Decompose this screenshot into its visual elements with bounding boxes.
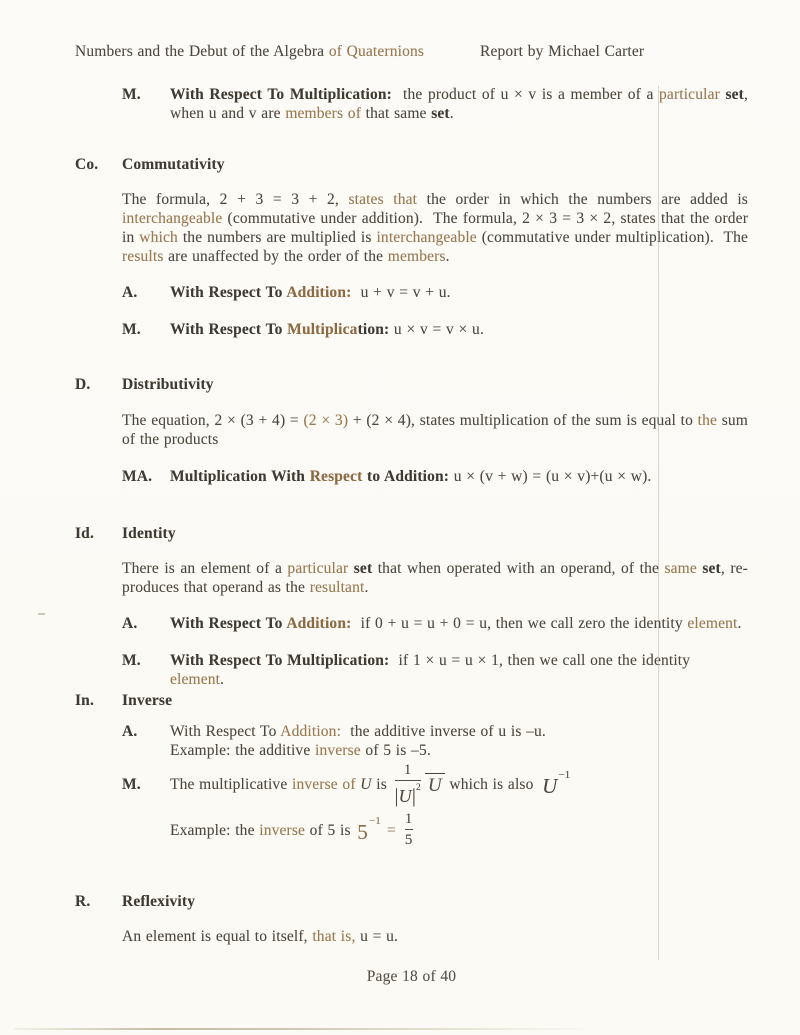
exponent: −1 [558, 768, 571, 781]
text-segment: the product of u × v is a member of a [392, 86, 660, 103]
paragraph-distributivity [122, 411, 748, 449]
text-segment: Example: the additive [170, 742, 315, 759]
item-identity-addition [122, 614, 748, 633]
item-label: M. [122, 321, 141, 338]
five-inverse-notation [357, 814, 381, 844]
text-segment: (commutative under addition). The formula, 2 × 3 = 3 × 2, states that the order in [122, 210, 748, 246]
text-segment: particular [287, 560, 349, 577]
section-heading-commutativity [75, 155, 748, 174]
section-title: Identity [122, 525, 176, 542]
text-segment: set [353, 560, 373, 577]
item-text [170, 651, 748, 689]
text-segment: With Respect To [170, 615, 287, 632]
section-heading-identity [75, 524, 748, 543]
text-segment: members of [285, 105, 362, 122]
section-title: Reflexivity [122, 893, 196, 910]
text-segment: which [139, 229, 178, 246]
text-segment: of 5 is [305, 821, 356, 839]
item-commutativity-addition [122, 283, 748, 302]
document-author [480, 42, 644, 61]
equals-sign: = [386, 821, 396, 839]
paragraph-reflexivity [122, 927, 748, 946]
text-segment: Multiplication With [170, 468, 310, 485]
item-label: A. [122, 723, 138, 740]
text-segment: With Respect To Multiplication: [170, 86, 392, 103]
text-segment: Addition: [286, 284, 352, 301]
text-segment: that is, [312, 928, 356, 945]
text-segment: Numbers and the Debut of the Algebra [75, 43, 329, 60]
abs-bar: | [394, 784, 399, 807]
scan-artifact-vertical-line [658, 86, 659, 960]
text-segment: inverse [315, 742, 361, 759]
text-segment: that same [361, 105, 432, 122]
text-segment: There is an element of a [122, 560, 288, 577]
text-segment: u × v = v × u. [389, 321, 484, 338]
item-text [170, 467, 748, 486]
item-identity-multiplication [122, 651, 748, 689]
text-segment: + (2 × 4), states multiplication of the sum is equal to [348, 412, 698, 429]
text-segment: of 5 is –5. [360, 742, 431, 759]
text-segment: Report by Michael Carter [480, 43, 645, 60]
text-segment: The multiplicative [170, 775, 292, 793]
text-segment: (commutative under multiplication). The [476, 229, 748, 246]
text-segment: . [445, 248, 450, 265]
text-segment: Addition: [286, 615, 352, 632]
section-label: Co. [75, 156, 99, 173]
text-segment: which is also [444, 775, 539, 793]
text-segment: With Respect To [170, 284, 287, 301]
inverse-multiplication-example [170, 812, 748, 856]
fraction-one-over-u-squared [395, 763, 421, 806]
text-segment: interchangeable [376, 229, 477, 246]
inverse-addition-line [170, 722, 748, 741]
fraction-one-fifth [405, 812, 413, 848]
text-segment: to Addition: [362, 468, 450, 485]
text-segment: are unaffected by the order of the [163, 248, 388, 265]
paragraph-identity [122, 559, 748, 597]
text-segment: Addition: [280, 723, 342, 740]
text-segment: u × (v + w) = (u × v)+(u × w). [449, 468, 652, 485]
text-segment: inverse [259, 821, 306, 839]
section-heading-reflexivity [75, 892, 748, 911]
text-segment: is [371, 775, 392, 793]
text-segment: of Quaternions [328, 43, 425, 60]
item-text [170, 763, 748, 806]
u-variable: U [542, 773, 558, 798]
text-segment: the order in which the numbers are added is [417, 191, 748, 208]
text-segment: the [697, 412, 718, 429]
text-segment: Example: the [170, 821, 260, 839]
item-text [170, 614, 748, 633]
item-multiplication-over-addition [122, 467, 748, 486]
text-segment: U [360, 775, 372, 793]
text-segment: . [364, 579, 369, 596]
text-segment: interchangeable [122, 210, 223, 227]
text-segment: element [687, 615, 738, 632]
text-segment: set [431, 105, 450, 122]
item-inverse-multiplication [122, 756, 748, 812]
base-number: 5 [357, 819, 368, 844]
scan-artifact-bottom-line [14, 1028, 584, 1030]
item-label: A. [122, 615, 138, 632]
text-segment: members [387, 248, 446, 265]
text-segment: (2 × 3) [303, 412, 349, 429]
item-label: M. [122, 652, 141, 669]
fraction-bar [395, 780, 421, 781]
exponent: −1 [368, 814, 381, 827]
text-segment: The equation, 2 × (3 + 4) = [122, 412, 304, 429]
section-label: R. [75, 893, 91, 910]
math-prefix-text [170, 821, 355, 840]
abs-bar: | [411, 784, 416, 807]
scan-artifact-margin-mark [38, 613, 45, 615]
section-title: Distributivity [122, 376, 214, 393]
text-segment: inverse of [292, 775, 356, 793]
u-inverse-notation [542, 768, 571, 798]
text-segment: set [702, 560, 721, 577]
section-label: D. [75, 376, 91, 393]
fraction-bar [405, 829, 413, 830]
document-title [75, 42, 424, 61]
section-title: Commutativity [122, 156, 225, 173]
text-segment: set [725, 86, 744, 103]
section-title: Inverse [122, 692, 173, 709]
text-segment: particular [659, 86, 720, 103]
fraction-numerator: 1 [405, 811, 413, 827]
section-heading-inverse [75, 691, 748, 710]
text-segment: . [220, 671, 225, 688]
text-segment: An element is equal to itself, [122, 928, 313, 945]
item-label: M. [122, 775, 141, 793]
paragraph-commutativity [122, 190, 748, 266]
text-segment: that when operated with an operand, of the [372, 560, 665, 577]
exponent: 2 [415, 782, 421, 793]
text-segment: , re-produces that operand as the [122, 560, 748, 596]
text-segment: u + v = v + u. [351, 284, 451, 301]
item-text [170, 85, 748, 123]
text-segment: if 0 + u = u + 0 = u, then we call zero the identity [351, 615, 688, 632]
item-multiplication-closure [122, 85, 748, 123]
item-inverse-addition [122, 722, 748, 760]
text-segment: tion: [357, 321, 390, 338]
text-segment: Multiplica [287, 321, 358, 338]
text-segment: . [449, 105, 454, 122]
text-segment: , when u and v are [170, 86, 749, 122]
text-segment: states that [348, 191, 418, 208]
text-segment: The formula, 2 + 3 = 3 + 2, [122, 191, 349, 208]
fraction-denominator [395, 783, 421, 806]
u-conjugate: U [425, 773, 445, 796]
section-label: Id. [75, 525, 94, 542]
section-heading-distributivity [75, 375, 748, 394]
text-segment: u = u. [355, 928, 399, 945]
text-segment: if 1 × u = u × 1, then we call one the identity [389, 652, 691, 669]
fraction-denominator: 5 [404, 832, 413, 848]
text-segment: With Respect To Multiplication: [170, 652, 390, 669]
text-segment: same [664, 560, 697, 577]
u-variable: U [398, 785, 412, 806]
text-segment: . [737, 615, 742, 632]
item-label: MA. [122, 468, 153, 485]
text-segment: With Respect To [170, 321, 288, 338]
item-commutativity-multiplication [122, 320, 748, 339]
section-label: In. [75, 692, 94, 709]
text-segment: results [122, 248, 164, 265]
fraction-numerator: 1 [404, 761, 412, 778]
text-segment: the additive inverse of u is –u. [341, 723, 546, 740]
item-text [170, 320, 748, 339]
page-number: Page 18 of 40 [366, 968, 457, 985]
text-segment: sum of the products [122, 412, 748, 448]
item-label: M. [122, 86, 141, 103]
item-text [170, 722, 748, 760]
text-segment: resultant [309, 579, 365, 596]
item-label: A. [122, 284, 138, 301]
math-prefix-text [170, 775, 392, 794]
item-text [170, 283, 748, 302]
text-segment: Respect [309, 468, 363, 485]
text-segment: the numbers are multiplied is [177, 229, 377, 246]
math-suffix-text [445, 775, 538, 794]
text-segment: With Respect To [170, 723, 281, 740]
text-segment: element [170, 671, 221, 688]
